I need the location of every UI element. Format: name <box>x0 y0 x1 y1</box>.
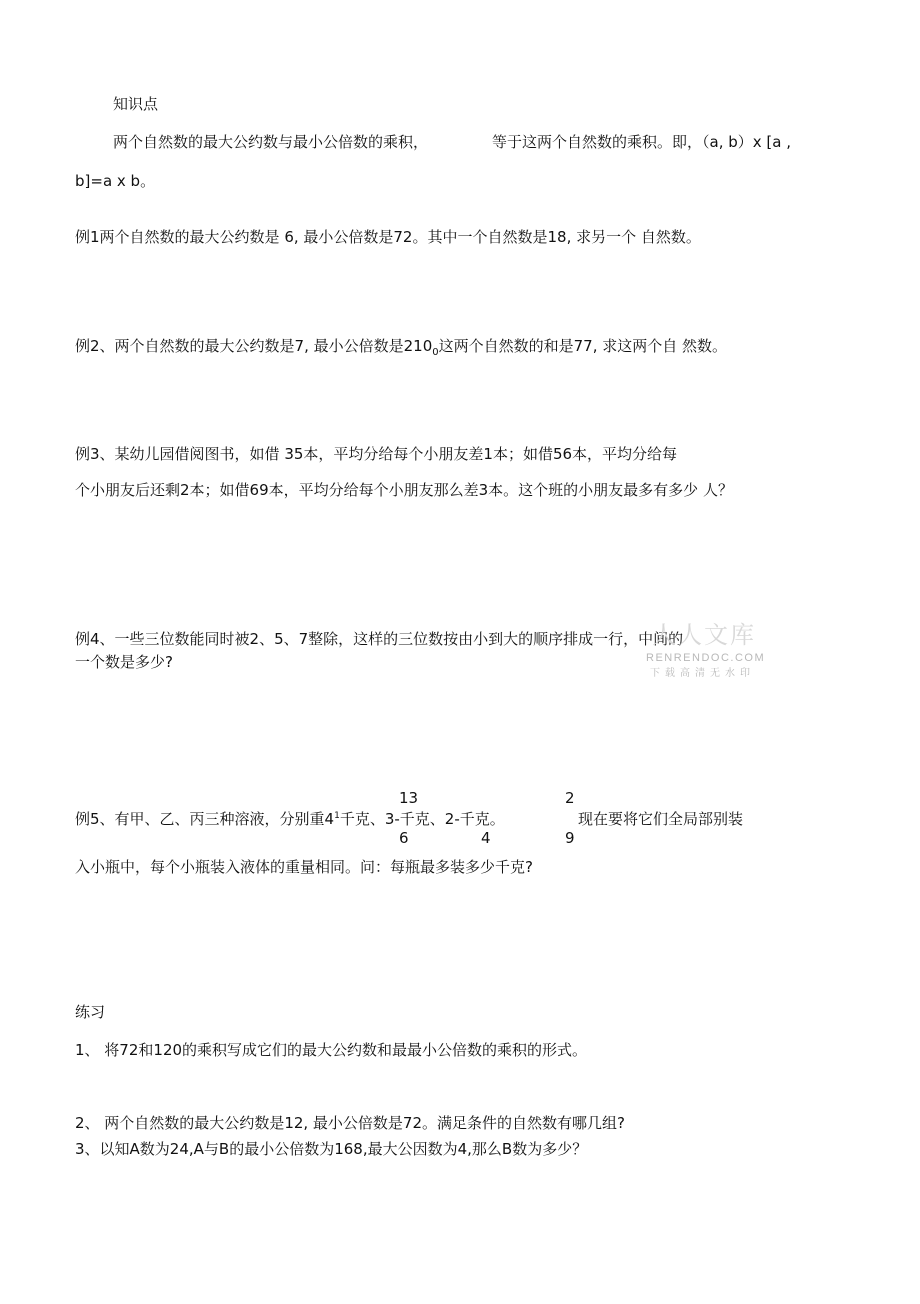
example-5-fraction-bottom-3: 9 <box>565 829 575 847</box>
example-5-fraction-top-1: 13 <box>399 789 419 807</box>
practice-heading: 练习 <box>75 1003 106 1021</box>
example-2-part-b: 这两个自然数的和是77, 求这两个自 然数。 <box>438 337 728 355</box>
watermark-url: RENRENDOC.COM <box>646 652 766 664</box>
knowledge-line1b: 等于这两个自然数的乘积。即，（a, b）x [a , <box>492 133 791 151</box>
watermark <box>642 622 772 684</box>
knowledge-line2: b]=a x b。 <box>75 172 156 190</box>
example-5-superscript: 1 <box>334 811 340 821</box>
example-5-fraction-top-3: 2 <box>565 789 575 807</box>
example-5-line2: 入小瓶中，每个小瓶装入液体的重量相同。问：每瓶最多装多少千克? <box>75 858 533 876</box>
watermark-title: 人人文库 <box>652 621 756 649</box>
example-2-part-a: 例2、两个自然数的最大公约数是7, 最小公倍数是210 <box>75 337 433 355</box>
example-5-middle: 千克、3-千克、2-千克。 <box>339 810 505 828</box>
example-2-subscript: 0 <box>432 347 439 358</box>
practice-question-2: 2、 两个自然数的最大公约数是12, 最小公倍数是72。满足条件的自然数有哪几组? <box>75 1114 625 1132</box>
practice-question-3: 3、以知A数为24,A与B的最小公倍数为168,最大公因数为4,那么B数为多少？ <box>75 1140 588 1158</box>
example-5-fraction-bottom-2: 4 <box>481 829 491 847</box>
knowledge-line1a: 两个自然数的最大公约数与最小公倍数的乘积， <box>113 133 429 151</box>
example-3-line2: 个小朋友后还剩2本；如借69本，平均分给每个小朋友那么差3本。这个班的小朋友最多有多少 人？ <box>75 481 733 499</box>
example-5-suffix: 现在要将它们全局部别装 <box>578 810 744 828</box>
example-3-line1: 例3、某幼儿园借阅图书，如借 35本，平均分给每个小朋友差1本；如借56本，平均分给每 <box>75 445 678 463</box>
example-2 <box>75 337 728 358</box>
example-5-prefix: 例5、有甲、乙、丙三种溶液，分别重4 <box>75 810 335 828</box>
knowledge-heading: 知识点 <box>113 95 159 113</box>
practice-question-1: 1、 将72和120的乘积写成它们的最大公约数和最最小公倍数的乘积的形式。 <box>75 1041 588 1059</box>
example-4-line2: 一个数是多少? <box>75 653 173 671</box>
watermark-subtitle: 下载高清无水印 <box>650 668 755 679</box>
example-5-line1 <box>75 810 505 828</box>
example-5-fraction-bottom-1: 6 <box>399 829 409 847</box>
example-4-line1: 例4、一些三位数能同时被2、5、7整除，这样的三位数按由小到大的顺序排成一行，中间的 <box>75 630 684 648</box>
example-1: 例1两个自然数的最大公约数是 6, 最小公倍数是72。其中一个自然数是18, 求另一个 自然数。 <box>75 228 701 246</box>
